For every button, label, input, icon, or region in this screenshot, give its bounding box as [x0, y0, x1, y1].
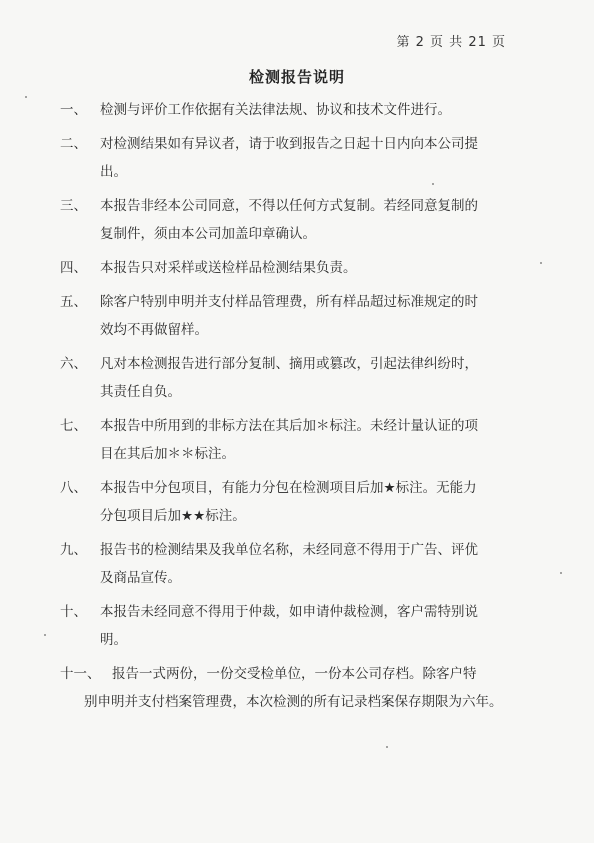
list-item	[60, 192, 520, 248]
item-continuation: 分包项目后加★★标注。	[100, 508, 246, 524]
item-number: 七、	[60, 418, 87, 434]
item-text: 检测与评价工作依据有关法律法规、协议和技术文件进行。	[100, 102, 451, 118]
item-text: 对检测结果如有异议者，请于收到报告之日起十日内向本公司提	[100, 136, 478, 152]
item-number: 二、	[60, 136, 87, 152]
item-number: 五、	[60, 294, 87, 310]
item-continuation: 目在其后加＊＊标注。	[100, 446, 235, 462]
item-text: 本报告非经本公司同意，不得以任何方式复制。若经同意复制的	[100, 198, 478, 214]
page-number: 第 2 页 共 21 页	[396, 35, 506, 50]
item-text: 本报告中分包项目，有能力分包在检测项目后加★标注。无能力	[100, 480, 477, 496]
scan-speck	[432, 183, 434, 185]
item-text: 凡对本检测报告进行部分复制、摘用或篡改，引起法律纠纷时，	[100, 356, 478, 372]
list-item	[60, 412, 520, 468]
list-item	[60, 96, 520, 124]
item-continuation: 别申明并支付档案管理费，本次检测的所有记录档案保存期限为六年。	[84, 694, 503, 710]
item-number: 十一、	[60, 666, 101, 682]
item-continuation: 及商品宣传。	[100, 570, 181, 586]
item-number: 八、	[60, 480, 87, 496]
item-number: 一、	[60, 102, 87, 118]
item-continuation: 复制件，须由本公司加盖印章确认。	[100, 226, 316, 242]
item-number: 十、	[60, 604, 87, 620]
statement-list	[60, 96, 520, 722]
item-continuation: 出。	[100, 164, 127, 180]
list-item	[60, 130, 520, 186]
scan-speck	[386, 746, 388, 748]
list-item	[60, 254, 520, 282]
item-continuation: 效均不再做留样。	[100, 322, 208, 338]
item-text: 本报告未经同意不得用于仲裁，如申请仲裁检测，客户需特别说	[100, 604, 478, 620]
item-number: 六、	[60, 356, 87, 372]
item-text: 报告一式两份，一份交受检单位，一份本公司存档。除客户特	[112, 666, 477, 682]
scan-speck	[540, 262, 542, 264]
item-text: 报告书的检测结果及我单位名称，未经同意不得用于广告、评优	[100, 542, 478, 558]
item-text: 本报告中所用到的非标方法在其后加＊标注。未经计量认证的项	[100, 418, 478, 434]
scan-speck	[44, 634, 46, 636]
list-item	[60, 660, 520, 716]
list-item	[60, 536, 520, 592]
item-continuation: 明。	[100, 632, 127, 648]
scan-speck	[560, 572, 562, 574]
list-item	[60, 474, 520, 530]
list-item	[60, 598, 520, 654]
item-number: 四、	[60, 260, 87, 276]
item-number: 九、	[60, 542, 87, 558]
item-text: 除客户特别申明并支付样品管理费，所有样品超过标准规定的时	[100, 294, 478, 310]
item-text: 本报告只对采样或送检样品检测结果负责。	[100, 260, 357, 276]
item-number: 三、	[60, 198, 87, 214]
document-title: 检测报告说明	[248, 68, 345, 86]
scan-speck	[25, 96, 27, 98]
list-item	[60, 288, 520, 344]
list-item	[60, 350, 520, 406]
item-continuation: 其责任自负。	[100, 384, 181, 400]
